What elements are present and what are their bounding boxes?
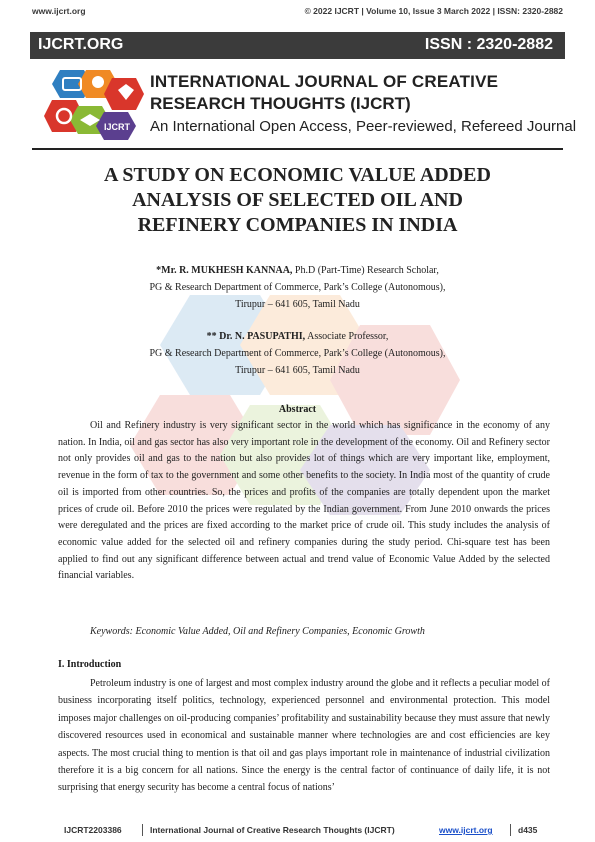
abstract-heading: Abstract [278, 404, 317, 415]
footer-divider [510, 824, 511, 836]
header-issue-info: © 2022 IJCRT | Volume 10, Issue 3 March 2022 | ISSN: 2320-2882 [304, 6, 563, 16]
journal-title-line1: INTERNATIONAL JOURNAL OF CREATIVE [150, 72, 499, 91]
ijcrt-logo [40, 66, 144, 142]
author2-place: Tirupur – 641 605, Tamil Nadu [235, 365, 360, 376]
footer-divider [142, 824, 143, 836]
footer-page-number: d435 [518, 825, 538, 835]
introduction-heading: I. Introduction [58, 659, 122, 670]
author1-place: Tirupur – 641 605, Tamil Nadu [235, 299, 360, 310]
author2-name: ** Dr. N. PASUPATHI, [206, 331, 306, 342]
author2-dept: PG & Research Department of Commerce, Park’s College (Autonomous), [149, 348, 446, 359]
running-header [32, 6, 563, 18]
keywords: Keywords: Economic Value Added, Oil and Refinery Companies, Economic Growth [90, 626, 425, 637]
journal-banner [30, 32, 565, 59]
author2-line [40, 328, 555, 345]
author2-role: Associate Professor, [305, 331, 389, 342]
author1-name: *Mr. R. MUKHESH KANNAA, [156, 265, 293, 276]
paper-title-line1: A STUDY ON ECONOMIC VALUE ADDED [104, 164, 491, 186]
header-site-link[interactable]: www.ijcrt.org [32, 6, 86, 16]
header-divider [32, 148, 563, 150]
paper-title-line2: ANALYSIS OF SELECTED OIL AND [132, 189, 463, 211]
paper-title-line3: REFINERY COMPANIES IN INDIA [137, 214, 458, 236]
paper-title [40, 163, 555, 238]
footer-journal-name: International Journal of Creative Research Thoughts (IJCRT) [150, 825, 395, 835]
author2-block [40, 328, 555, 379]
introduction-body: Petroleum industry is one of largest and most complex industry around the globe and it reflects a peculiar model of business incorporating itself politics, technology, experienced personnel and environmental protection. This model imposes major challenges on oil-producing companies’ profitability and sustainability because they must assure that newly discovered resources used in economical and sustainable manner where technologies are and cost efficiencies are key aspects. The most crucial thing to mention is that oil and gas plays important role in maintenance of industrial civilization therefore it is a big concern for all nations. Since the energy is the central factor of continuance of daily life, it is not surprising that energy security has become a central focus of nations’ [58, 678, 550, 794]
author1-block [40, 262, 555, 313]
footer-site-link[interactable]: www.ijcrt.org [439, 825, 493, 835]
author1-line [40, 262, 555, 279]
banner-issn: ISSN : 2320-2882 [424, 36, 553, 53]
footer-paper-id: IJCRT2203386 [64, 825, 122, 835]
banner-site-name: IJCRT.ORG [38, 36, 124, 53]
abstract-body: Oil and Refinery industry is very significant sector in the world which has significance in the economy of any nation. In India, oil and gas sector has also very important role in the development of the economy. Oil and Refinery sector not only provides oil and gas to the nation but also provides lot of things which are very important like, employment, revenue in the form of tax to the government and some other benefits to the society. In India most of the quantity of crude oil is imported from other countries. So, the prices and profits of the companies are totally dependent upon the market prices of crude oil. Before 2010 the prices were regulated by the Indian government. From June 2010 onwards the prices were deregulated and the prices are fixed according to the market price of crude oil. This study includes the analysis of economic value added for the selected oil and refinery companies during the study period. Chi-square test has been applied to find out any significant difference between actual and trend value of Economic Value Added by the selected financial variables. [58, 420, 550, 582]
journal-subtitle: An International Open Access, Peer-reviewed, Refereed Journal [150, 118, 577, 135]
bulb-icon [92, 76, 104, 88]
author1-dept: PG & Research Department of Commerce, Park’s College (Autonomous), [149, 282, 446, 293]
logo-text: IJCRT [104, 122, 131, 132]
author1-role: Ph.D (Part-Time) Research Scholar, [292, 265, 439, 276]
journal-title-line2: RESEARCH THOUGHTS (IJCRT) [150, 94, 411, 113]
page-footer [64, 825, 552, 839]
